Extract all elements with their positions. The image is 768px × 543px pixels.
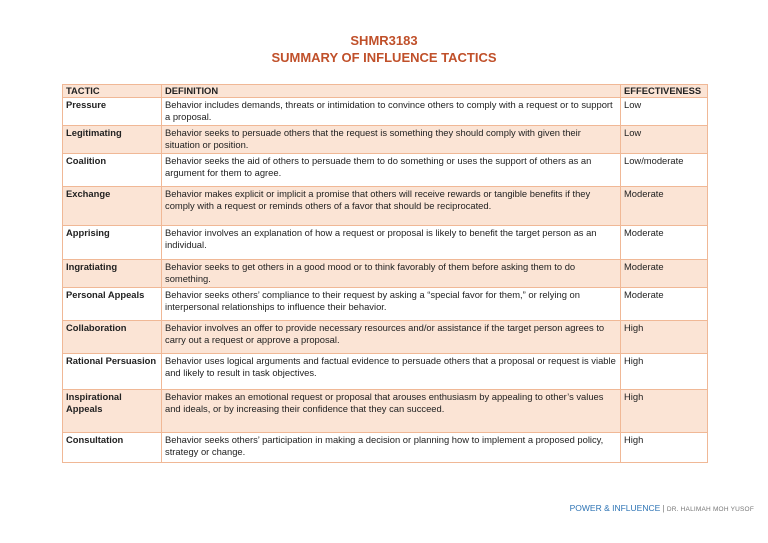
effectiveness-cell: Low/moderate (621, 154, 708, 187)
table-row (63, 288, 708, 321)
effectiveness-cell: High (621, 354, 708, 390)
effectiveness-cell: Low (621, 126, 708, 154)
definition-cell: Behavior makes an emotional request or proposal that arouses enthusiasm by appealing to other’s values and ideals, or by increasing their confidence that they can succeed. (162, 390, 621, 433)
table-row (63, 126, 708, 154)
effectiveness-cell: High (621, 321, 708, 354)
effectiveness-cell: High (621, 390, 708, 433)
definition-cell: Behavior uses logical arguments and factual evidence to persuade others that a proposal or request is viable and likely to result in task objectives. (162, 354, 621, 390)
course-code: SHMR3183 (350, 33, 418, 48)
tactics-table (62, 84, 708, 463)
effectiveness-cell: Moderate (621, 260, 708, 288)
effectiveness-cell: Moderate (621, 288, 708, 321)
tactic-cell: Apprising (63, 226, 162, 260)
tactic-cell: Coalition (63, 154, 162, 187)
definition-cell: Behavior seeks others’ participation in making a decision or planning how to implement a proposed policy, strategy or change. (162, 433, 621, 463)
tactic-cell: Collaboration (63, 321, 162, 354)
table-row (63, 154, 708, 187)
table-row (63, 187, 708, 226)
tactic-cell: Consultation (63, 433, 162, 463)
column-header-definition: DEFINITION (162, 85, 621, 98)
definition-cell: Behavior seeks to get others in a good mood or to think favorably of them before asking them to do something. (162, 260, 621, 288)
tactic-cell: Exchange (63, 187, 162, 226)
definition-cell: Behavior involves an offer to provide necessary resources and/or assistance if the target person agrees to carry out a request or approve a proposal. (162, 321, 621, 354)
page-title: SUMMARY OF INFLUENCE TACTICS (271, 50, 497, 65)
definition-cell: Behavior includes demands, threats or intimidation to convince others to comply with a request or to support a proposal. (162, 98, 621, 126)
tactic-cell: Personal Appeals (63, 288, 162, 321)
footer-separator: | (662, 504, 665, 513)
tactic-cell: Legitimating (63, 126, 162, 154)
table-row (63, 98, 708, 126)
definition-cell: Behavior seeks others’ compliance to their request by asking a “special favor for them,” or relying on interpersonal relationships to influence their behavior. (162, 288, 621, 321)
table-row (63, 390, 708, 433)
column-header-tactic: TACTIC (63, 85, 162, 98)
table-row (63, 354, 708, 390)
definition-cell: Behavior seeks to persuade others that the request is something they should comply with given their situation or position. (162, 126, 621, 154)
table-row (63, 321, 708, 354)
effectiveness-cell: High (621, 433, 708, 463)
footer-course-name: POWER & INFLUENCE (569, 503, 661, 513)
tactic-cell: Inspirational Appeals (63, 390, 162, 433)
table-row (63, 433, 708, 463)
definition-cell: Behavior involves an explanation of how a request or proposal is likely to benefit the target person as an individual. (162, 226, 621, 260)
tactic-cell: Ingratiating (63, 260, 162, 288)
tactic-cell: Rational Persuasion (63, 354, 162, 390)
page-footer (570, 503, 754, 513)
tactic-cell: Pressure (63, 98, 162, 126)
effectiveness-cell: Moderate (621, 187, 708, 226)
effectiveness-cell: Low (621, 98, 708, 126)
effectiveness-cell: Moderate (621, 226, 708, 260)
table-row (63, 226, 708, 260)
definition-cell: Behavior makes explicit or implicit a promise that others will receive rewards or tangible benefits if they comply with a request or reminds others of a favor that should be reciprocated. (162, 187, 621, 226)
column-header-effectiveness: EFFECTIVENESS (621, 85, 708, 98)
definition-cell: Behavior seeks the aid of others to persuade them to do something or uses the support of others as an argument for them to agree. (162, 154, 621, 187)
table-row (63, 260, 708, 288)
table-header-row (63, 85, 708, 98)
footer-author: DR. HALIMAH MOH YUSOF (666, 506, 754, 513)
